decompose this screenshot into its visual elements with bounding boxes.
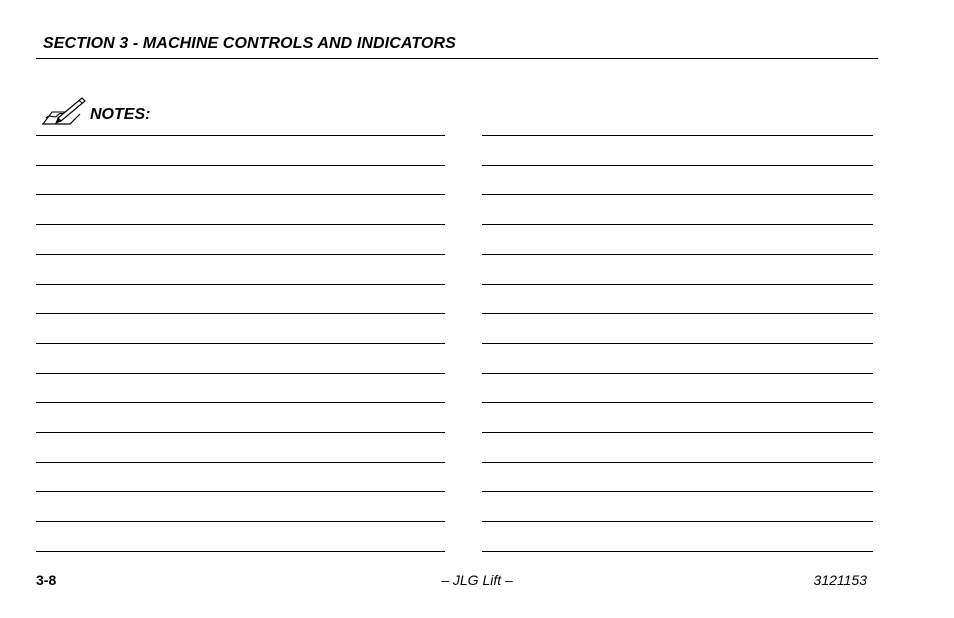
note-line [36,343,445,344]
note-line [36,551,445,552]
note-line [36,194,445,195]
note-line [36,402,445,403]
note-line [482,491,873,492]
note-line [36,224,445,225]
note-line [36,313,445,314]
note-line [482,343,873,344]
note-line [36,165,445,166]
note-line [482,165,873,166]
note-line [482,313,873,314]
note-line [36,491,445,492]
note-line [482,224,873,225]
note-line [482,521,873,522]
notes-title: NOTES: [90,106,151,123]
notes-right-column [482,135,873,555]
note-line [36,432,445,433]
note-line [36,284,445,285]
note-line [482,194,873,195]
note-line [482,462,873,463]
note-line [482,432,873,433]
note-line [482,284,873,285]
note-line [482,135,873,136]
note-line [36,135,445,136]
note-line [36,521,445,522]
note-line [482,373,873,374]
document-number: 3121153 [813,572,867,588]
note-line [482,402,873,403]
section-header: SECTION 3 - MACHINE CONTROLS AND INDICATORS [43,35,456,52]
pencil-writing-icon [40,96,86,128]
header-divider [36,58,878,59]
note-line [36,462,445,463]
note-line [36,373,445,374]
note-line [482,551,873,552]
page-number: 3-8 [36,572,57,588]
note-line [36,254,445,255]
note-line [482,254,873,255]
footer-brand: – JLG Lift – [441,572,513,588]
notes-left-column [36,135,445,555]
